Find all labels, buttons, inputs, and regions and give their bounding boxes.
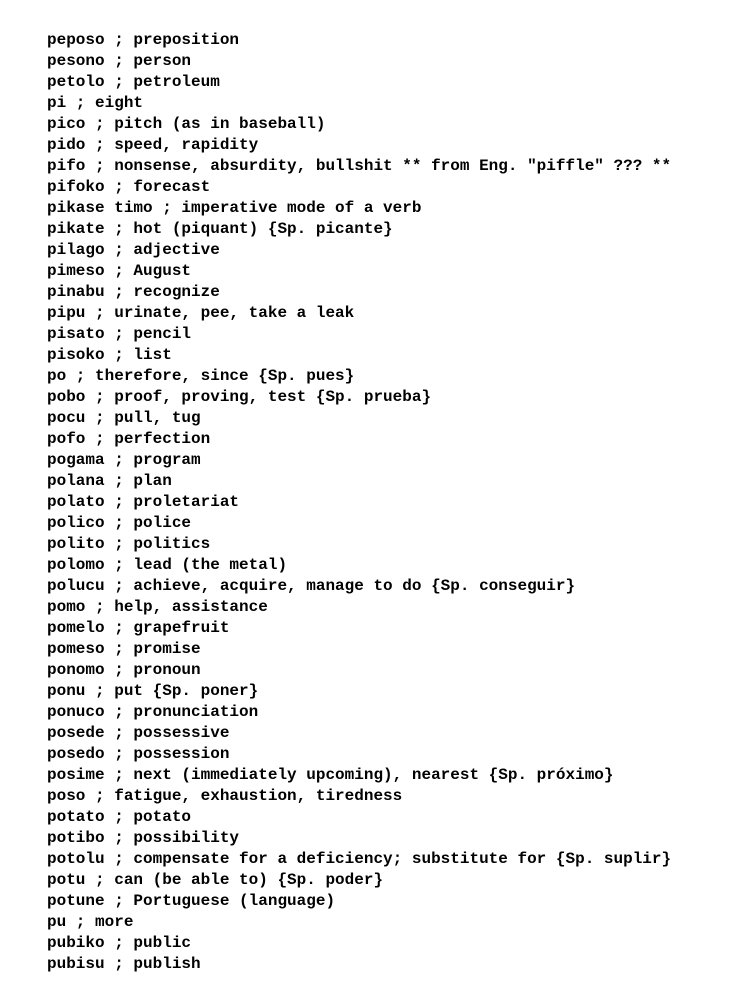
entry-line: pofo ; perfection bbox=[47, 430, 211, 448]
entry-line: peposo ; preposition bbox=[47, 31, 240, 49]
entry-line: pu ; more bbox=[47, 913, 134, 931]
entry-line: polico ; police bbox=[47, 514, 192, 532]
entry-line: pesono ; person bbox=[47, 52, 192, 70]
entry-line: pisato ; pencil bbox=[47, 325, 192, 343]
entry-line: pipu ; urinate, pee, take a leak bbox=[47, 304, 355, 322]
entry-line: pifo ; nonsense, absurdity, bullshit ** from Eng. "piffle" ??? ** bbox=[47, 157, 672, 175]
entry-line: pocu ; pull, tug bbox=[47, 409, 201, 427]
entry-line: posedo ; possession bbox=[47, 745, 230, 763]
entry-line: potune ; Portuguese (language) bbox=[47, 892, 336, 910]
entry-line: potu ; can (be able to) {Sp. poder} bbox=[47, 871, 384, 889]
dictionary-page bbox=[47, 30, 722, 975]
entry-line: pikase timo ; imperative mode of a verb bbox=[47, 199, 422, 217]
entry-line: posede ; possessive bbox=[47, 724, 230, 742]
entry-line: pi ; eight bbox=[47, 94, 144, 112]
entry-line: pico ; pitch (as in baseball) bbox=[47, 115, 326, 133]
entry-line: polato ; proletariat bbox=[47, 493, 240, 511]
entry-line: potibo ; possibility bbox=[47, 829, 240, 847]
entry-line: poso ; fatigue, exhaustion, tiredness bbox=[47, 787, 403, 805]
entry-line: ponuco ; pronunciation bbox=[47, 703, 259, 721]
entry-line: pimeso ; August bbox=[47, 262, 192, 280]
entry-line: potolu ; compensate for a deficiency; substitute for {Sp. suplir} bbox=[47, 850, 672, 868]
entry-line: pido ; speed, rapidity bbox=[47, 136, 259, 154]
entry-line: pinabu ; recognize bbox=[47, 283, 220, 301]
entry-line: po ; therefore, since {Sp. pues} bbox=[47, 367, 355, 385]
entry-line: posime ; next (immediately upcoming), nearest {Sp. próximo} bbox=[47, 766, 614, 784]
entry-line: pikate ; hot (piquant) {Sp. picante} bbox=[47, 220, 393, 238]
entry-line: ponu ; put {Sp. poner} bbox=[47, 682, 259, 700]
entry-line: pomelo ; grapefruit bbox=[47, 619, 230, 637]
entry-line: pilago ; adjective bbox=[47, 241, 220, 259]
entry-line: polucu ; achieve, acquire, manage to do {Sp. conseguir} bbox=[47, 577, 576, 595]
entry-line: pifoko ; forecast bbox=[47, 178, 211, 196]
entry-line: pisoko ; list bbox=[47, 346, 172, 364]
entry-line: polana ; plan bbox=[47, 472, 172, 490]
entry-line: pubisu ; publish bbox=[47, 955, 201, 973]
entry-line: pogama ; program bbox=[47, 451, 201, 469]
entry-line: petolo ; petroleum bbox=[47, 73, 220, 91]
entry-line: potato ; potato bbox=[47, 808, 192, 826]
entry-line: pomo ; help, assistance bbox=[47, 598, 268, 616]
entry-line: polomo ; lead (the metal) bbox=[47, 556, 288, 574]
entry-line: pomeso ; promise bbox=[47, 640, 201, 658]
entry-line: pubiko ; public bbox=[47, 934, 192, 952]
entry-line: polito ; politics bbox=[47, 535, 211, 553]
entry-line: ponomo ; pronoun bbox=[47, 661, 201, 679]
entry-line: pobo ; proof, proving, test {Sp. prueba} bbox=[47, 388, 432, 406]
